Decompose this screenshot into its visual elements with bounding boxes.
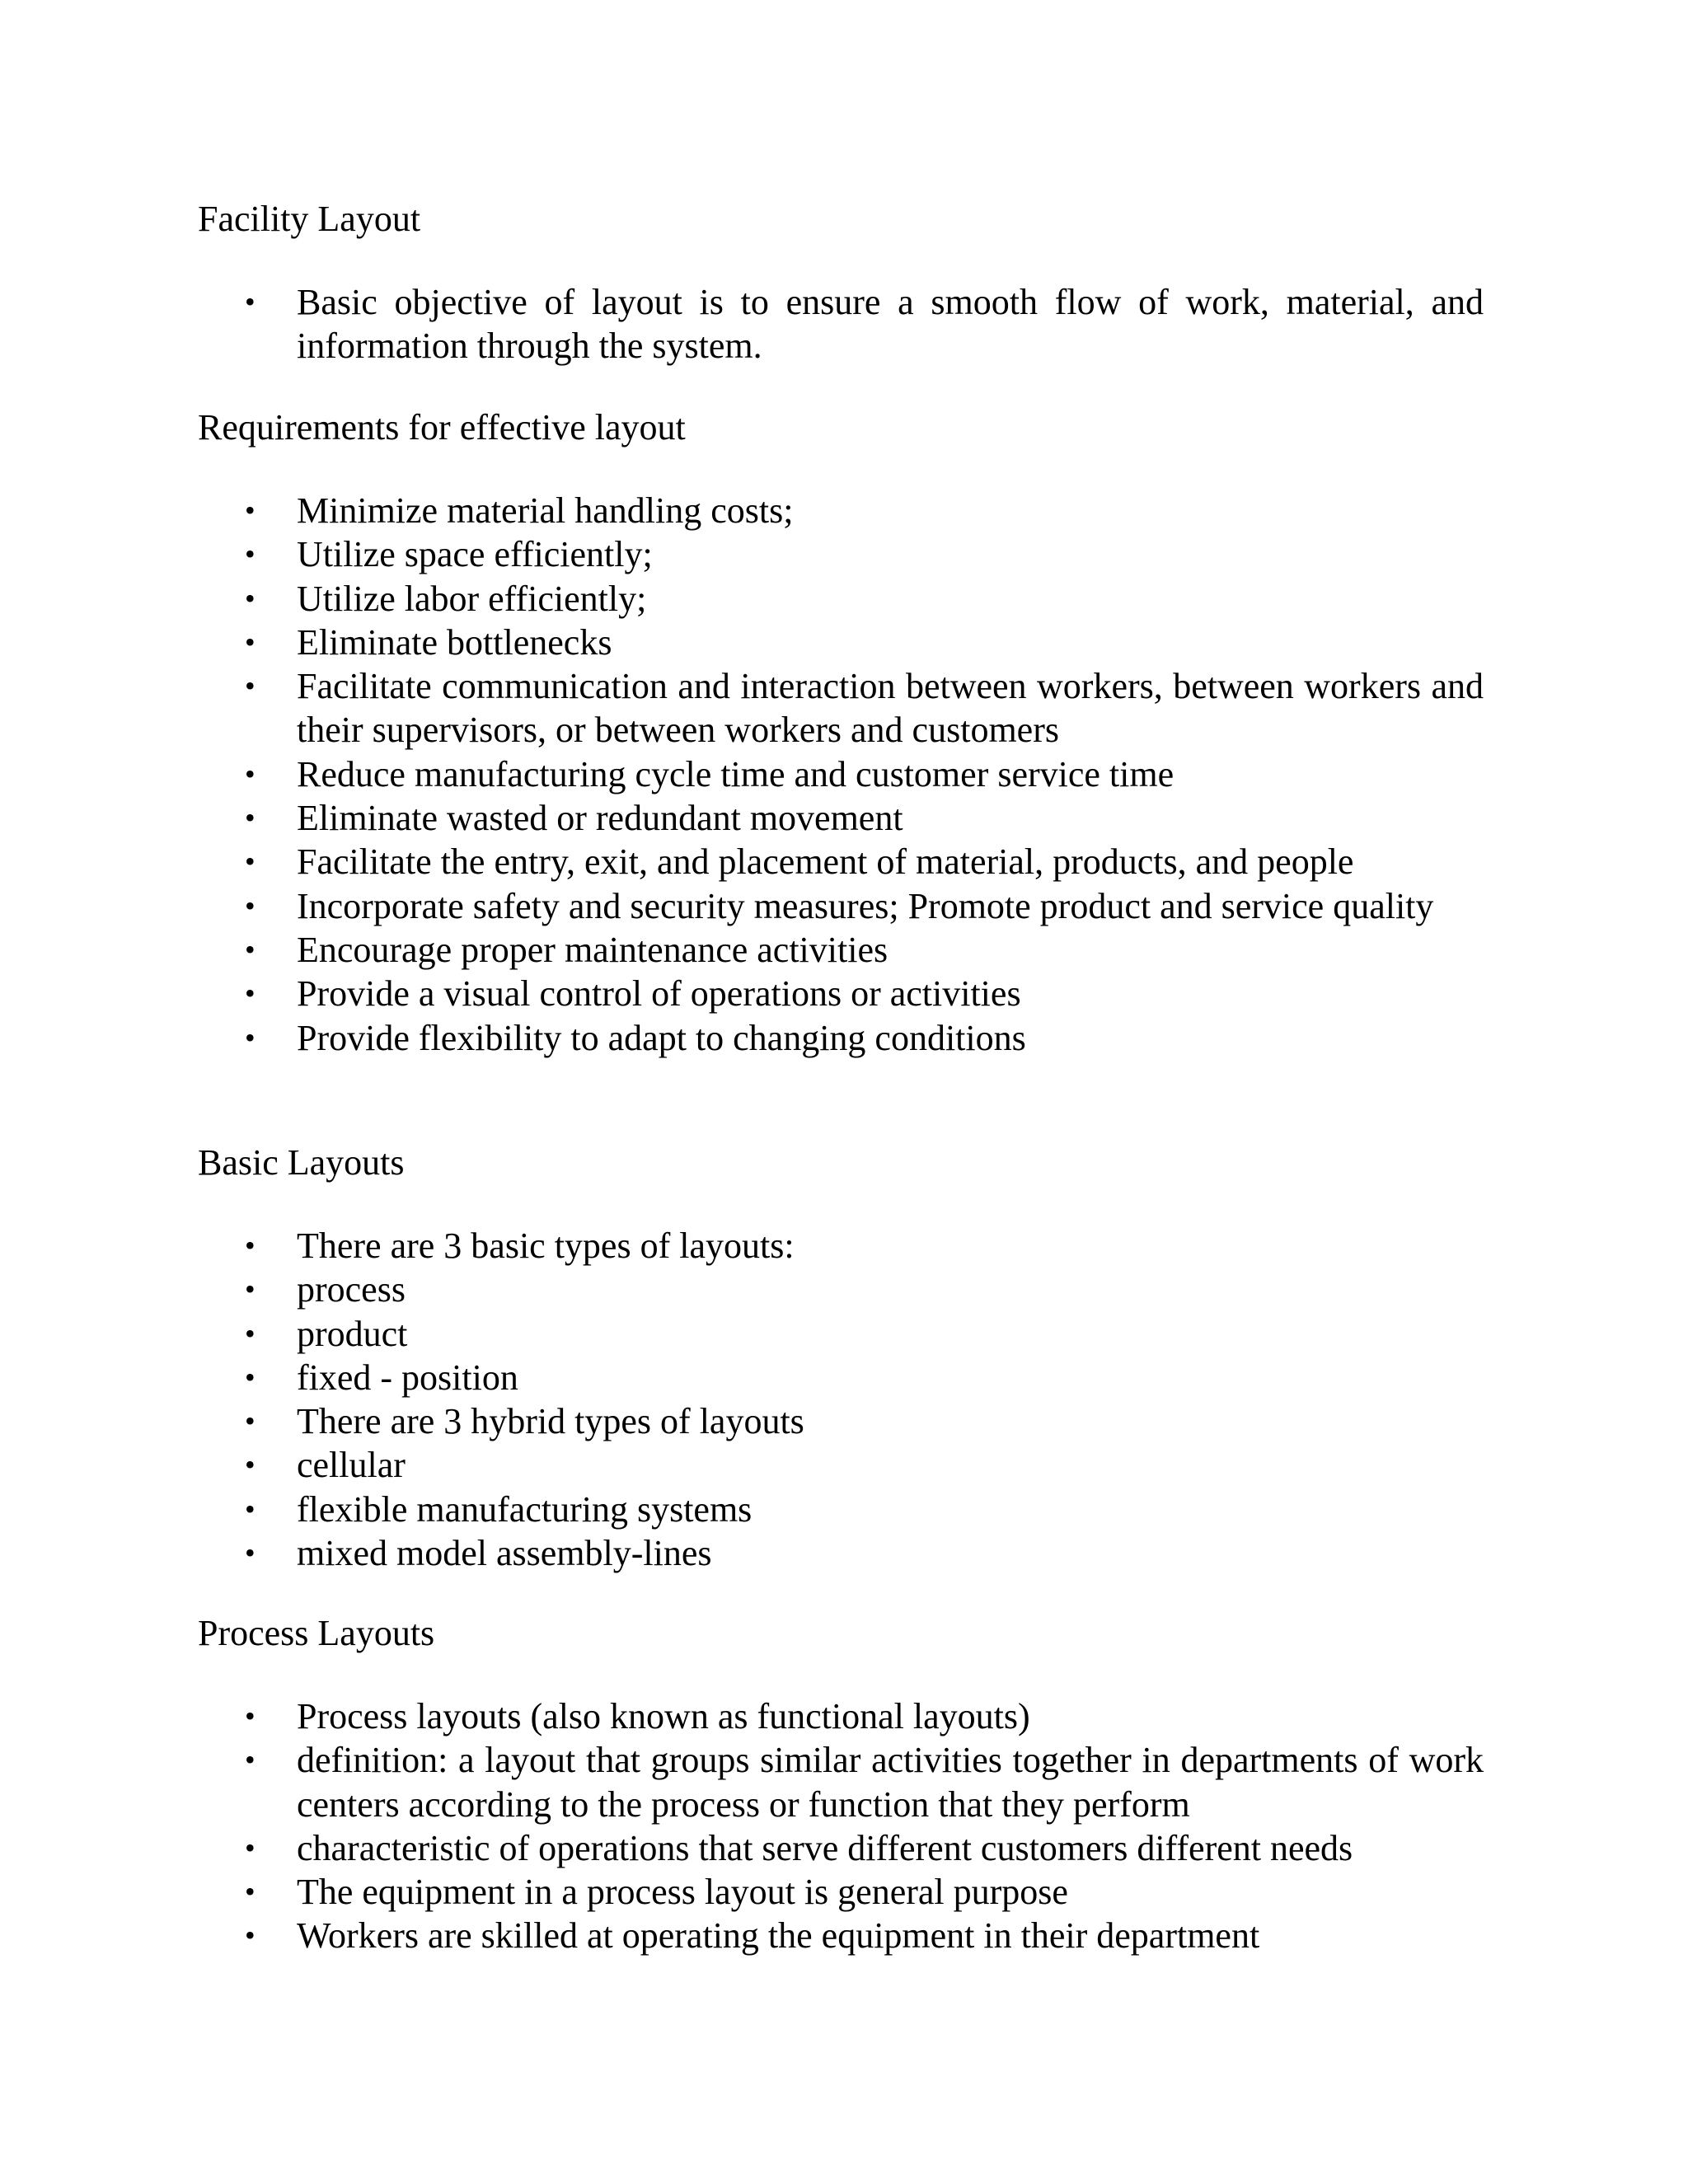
list-item: • Utilize space efficiently; [198, 532, 1484, 576]
bullet-icon: • [245, 1229, 256, 1262]
bullet-icon: • [245, 494, 256, 527]
list-item: • cellular [198, 1443, 1484, 1487]
list-item: • product [198, 1312, 1484, 1356]
bullet-icon: • [245, 1699, 256, 1732]
section-heading-requirements: Requirements for effective layout [198, 407, 686, 448]
bullet-icon: • [245, 977, 256, 1010]
list-item: • definition: a layout that groups similar activities together in departments of work centers according to the process or function that they perform [245, 1740, 1484, 1825]
list-item: • Provide a visual control of operations or activities [198, 972, 1484, 1015]
list-item: • flexible manufacturing systems [198, 1488, 1484, 1531]
list-item: • process [198, 1268, 1484, 1311]
list-item: • Eliminate wasted or redundant movement [198, 796, 1484, 840]
bullet-icon: • [245, 757, 256, 790]
bullet-icon: • [245, 1272, 256, 1306]
bullet-icon: • [245, 932, 256, 966]
list-item: • Eliminate bottlenecks [198, 621, 1484, 664]
section-heading-process-layouts: Process Layouts [198, 1613, 435, 1653]
bullet-icon: • [245, 537, 256, 571]
bullet-icon: • [245, 1448, 256, 1482]
bullet-icon: • [245, 1316, 256, 1350]
bullet-icon: • [245, 888, 256, 922]
list-item: • characteristic of operations that serve different customers different needs [198, 1826, 1484, 1870]
bullet-icon: • [245, 801, 256, 835]
bullet-icon: • [245, 845, 256, 879]
bullet-icon: • [245, 285, 256, 318]
requirements-list [198, 489, 1484, 1060]
list-item: • Facilitate the entry, exit, and placement of material, products, and people [198, 840, 1484, 883]
bullet-icon: • [245, 581, 256, 615]
list-item: • mixed model assembly-lines [198, 1531, 1484, 1575]
list-item: • Workers are skilled at operating the equipment in their department [198, 1914, 1484, 1957]
bullet-icon: • [245, 625, 256, 658]
list-item: • Basic objective of layout is to ensure a smooth flow of work, material, and information through the system. [245, 282, 1484, 367]
bullet-icon: • [245, 1919, 256, 1952]
bullet-icon: • [245, 1743, 256, 1777]
bullet-icon: • [245, 1536, 256, 1570]
bullet-icon: • [245, 1492, 256, 1526]
list-item: • Utilize labor efficiently; [198, 577, 1484, 621]
process-layouts-list [198, 1694, 1484, 1958]
list-item: • fixed - position [198, 1356, 1484, 1399]
list-item: • Facilitate communication and interaction between workers, between workers and their supervisors, or between workers and customers [245, 666, 1484, 751]
list-item: • Process layouts (also known as functional layouts) [198, 1694, 1484, 1738]
bullet-icon: • [245, 669, 256, 703]
bullet-icon: • [245, 1404, 256, 1438]
list-item: • The equipment in a process layout is general purpose [198, 1870, 1484, 1914]
facility-layout-list [198, 280, 1484, 368]
list-item: • There are 3 basic types of layouts: [198, 1224, 1484, 1268]
basic-layouts-list [198, 1224, 1484, 1575]
list-item: • Encourage proper maintenance activities [198, 928, 1484, 972]
list-item: • Provide flexibility to adapt to changing conditions [198, 1016, 1484, 1060]
list-item: • There are 3 hybrid types of layouts [198, 1399, 1484, 1443]
list-item: • Minimize material handling costs; [198, 489, 1484, 532]
list-item: • Incorporate safety and security measures; Promote product and service quality [198, 884, 1484, 928]
section-heading-basic-layouts: Basic Layouts [198, 1142, 405, 1183]
bullet-icon: • [245, 1360, 256, 1394]
bullet-icon: • [245, 1020, 256, 1054]
list-item: • Reduce manufacturing cycle time and customer service time [198, 752, 1484, 796]
bullet-icon: • [245, 1830, 256, 1864]
bullet-icon: • [245, 1875, 256, 1909]
section-heading-facility-layout: Facility Layout [198, 199, 421, 239]
